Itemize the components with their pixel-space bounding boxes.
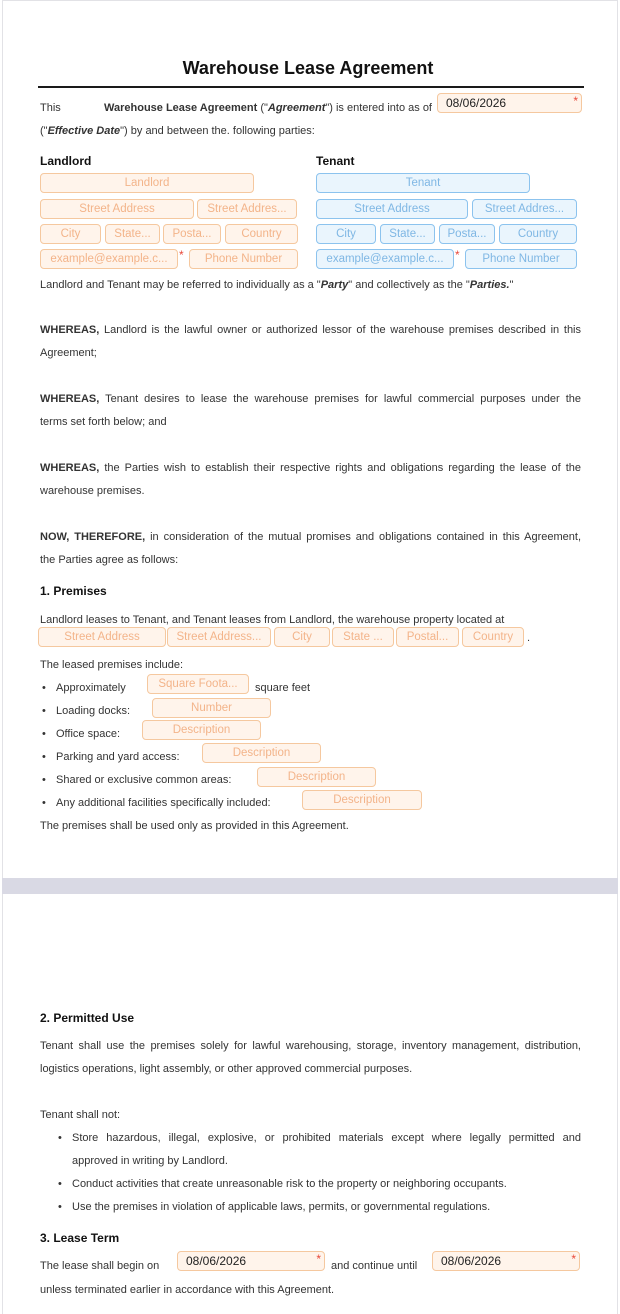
loading-docks-field[interactable]: Number <box>152 698 271 718</box>
party-definition: Landlord and Tenant may be referred to individually as a "Party" and collectively as the "Parties." <box>40 279 514 291</box>
section-3-heading: 3. Lease Term <box>40 1231 120 1245</box>
premises-item-common-areas: • Shared or exclusive common areas: <box>56 769 231 792</box>
shall-not-item-2: • Conduct activities that create unreasonable risk to the property or neighboring occupants. <box>72 1173 507 1196</box>
tenant-postal-field[interactable]: Posta... <box>439 224 495 244</box>
office-space-field[interactable]: Description <box>142 720 261 740</box>
whereas-2-line-2: terms set forth below; and <box>40 416 167 428</box>
intro-agreement-name: Warehouse Lease Agreement ("Agreement") is entered into as of <box>104 102 432 114</box>
landlord-postal-field[interactable]: Posta... <box>163 224 221 244</box>
square-feet-suffix: square feet <box>255 682 311 694</box>
premises-item-parking: • Parking and yard access: <box>56 746 180 769</box>
tenant-street-field[interactable]: Street Address <box>316 199 468 219</box>
intro-line-2: ("Effective Date") by and between the. following parties: <box>40 125 315 137</box>
landlord-email-required-marker: * <box>179 248 184 262</box>
effective-date-field[interactable]: 08/06/2026 * <box>437 93 582 113</box>
premises-street-field[interactable]: Street Address <box>38 627 166 647</box>
premises-item-additional-facilities: • Any additional facilities specifically included: <box>56 792 271 815</box>
common-areas-field[interactable]: Description <box>257 767 376 787</box>
premises-include-label: The leased premises include: <box>40 659 184 671</box>
section-1-heading: 1. Premises <box>40 584 107 598</box>
premises-item-office-space: • Office space: <box>56 723 120 746</box>
premises-closing: The premises shall be used only as provided in this Agreement. <box>40 820 349 832</box>
additional-facilities-field[interactable]: Description <box>302 790 422 810</box>
page-separator <box>2 878 618 894</box>
lease-start-date-field[interactable]: 08/06/2026 * <box>177 1251 325 1271</box>
premises-city-field[interactable]: City <box>274 627 330 647</box>
premises-text: Landlord leases to Tenant, and Tenant leases from Landlord, the warehouse property located at <box>40 614 505 626</box>
premises-postal-field[interactable]: Postal... <box>396 627 459 647</box>
whereas-2-line-1: WHEREAS, Tenant desires to lease the warehouse premises for lawful commercial purposes under the <box>40 393 582 405</box>
landlord-country-field[interactable]: Country <box>225 224 298 244</box>
whereas-3-line-1: WHEREAS, the Parties wish to establish their respective rights and obligations regarding the lease of the <box>40 462 581 474</box>
premises-address-period: . <box>527 632 531 644</box>
permitted-line-2: logistics operations, light assembly, or other approved commercial purposes. <box>40 1063 413 1075</box>
whereas-1-line-1: WHEREAS, Landlord is the lawful owner or authorized lessor of the warehouse premises described in this <box>40 324 582 336</box>
premises-item-loading-docks: • Loading docks: <box>56 700 130 723</box>
landlord-email-field[interactable]: example@example.c... <box>40 249 178 269</box>
tenant-city-field[interactable]: City <box>316 224 376 244</box>
tenant-email-field[interactable]: example@example.c... <box>316 249 454 269</box>
tenant-state-field[interactable]: State... <box>380 224 435 244</box>
whereas-3-line-2: warehouse premises. <box>40 485 145 497</box>
lease-begin-text: The lease shall begin on <box>40 1260 160 1272</box>
section-2-heading: 2. Permitted Use <box>40 1011 135 1025</box>
document-title: Warehouse Lease Agreement <box>182 58 434 78</box>
intro-this: This <box>40 102 61 114</box>
landlord-street-field[interactable]: Street Address <box>40 199 194 219</box>
shall-not-item-1-line-2: approved in writing by Landlord. <box>72 1155 228 1167</box>
landlord-street2-field[interactable]: Street Addres... <box>197 199 297 219</box>
landlord-city-field[interactable]: City <box>40 224 101 244</box>
shall-not-label: Tenant shall not: <box>40 1109 121 1121</box>
landlord-phone-field[interactable]: Phone Number <box>189 249 298 269</box>
landlord-heading: Landlord <box>40 154 92 168</box>
tenant-heading: Tenant <box>316 154 355 168</box>
whereas-1-line-2: Agreement; <box>40 347 97 359</box>
premises-country-field[interactable]: Country <box>462 627 524 647</box>
tenant-email-required-marker: * <box>455 248 460 262</box>
shall-not-item-3: • Use the premises in violation of applicable laws, permits, or governmental regulations. <box>72 1196 490 1219</box>
now-therefore-line-1: NOW, THEREFORE, in consideration of the mutual promises and obligations contained in this Agreement, <box>40 531 581 543</box>
square-footage-field[interactable]: Square Foota... <box>147 674 249 694</box>
tenant-name-field[interactable]: Tenant <box>316 173 530 193</box>
tenant-street2-field[interactable]: Street Addres... <box>472 199 577 219</box>
title-rule <box>38 86 584 88</box>
lease-continue-text: and continue until <box>331 1260 418 1272</box>
lease-term-closing: unless terminated earlier in accordance with this Agreement. <box>40 1284 335 1296</box>
tenant-country-field[interactable]: Country <box>499 224 577 244</box>
permitted-line-1: Tenant shall use the premises solely for lawful warehousing, storage, inventory management, distribution, <box>40 1040 581 1052</box>
landlord-name-field[interactable]: Landlord <box>40 173 254 193</box>
now-therefore-line-2: the Parties agree as follows: <box>40 554 179 566</box>
shall-not-item-1-line-1: • Store hazardous, illegal, explosive, or prohibited materials except where legally permitted and <box>72 1127 581 1150</box>
intro-line-1 <box>40 97 432 120</box>
parking-field[interactable]: Description <box>202 743 321 763</box>
landlord-state-field[interactable]: State... <box>105 224 160 244</box>
lease-end-date-field[interactable]: 08/06/2026 * <box>432 1251 580 1271</box>
premises-street2-field[interactable]: Street Address... <box>167 627 271 647</box>
tenant-phone-field[interactable]: Phone Number <box>465 249 577 269</box>
premises-item-square-feet: • Approximately <box>56 677 126 700</box>
premises-state-field[interactable]: State ... <box>332 627 394 647</box>
